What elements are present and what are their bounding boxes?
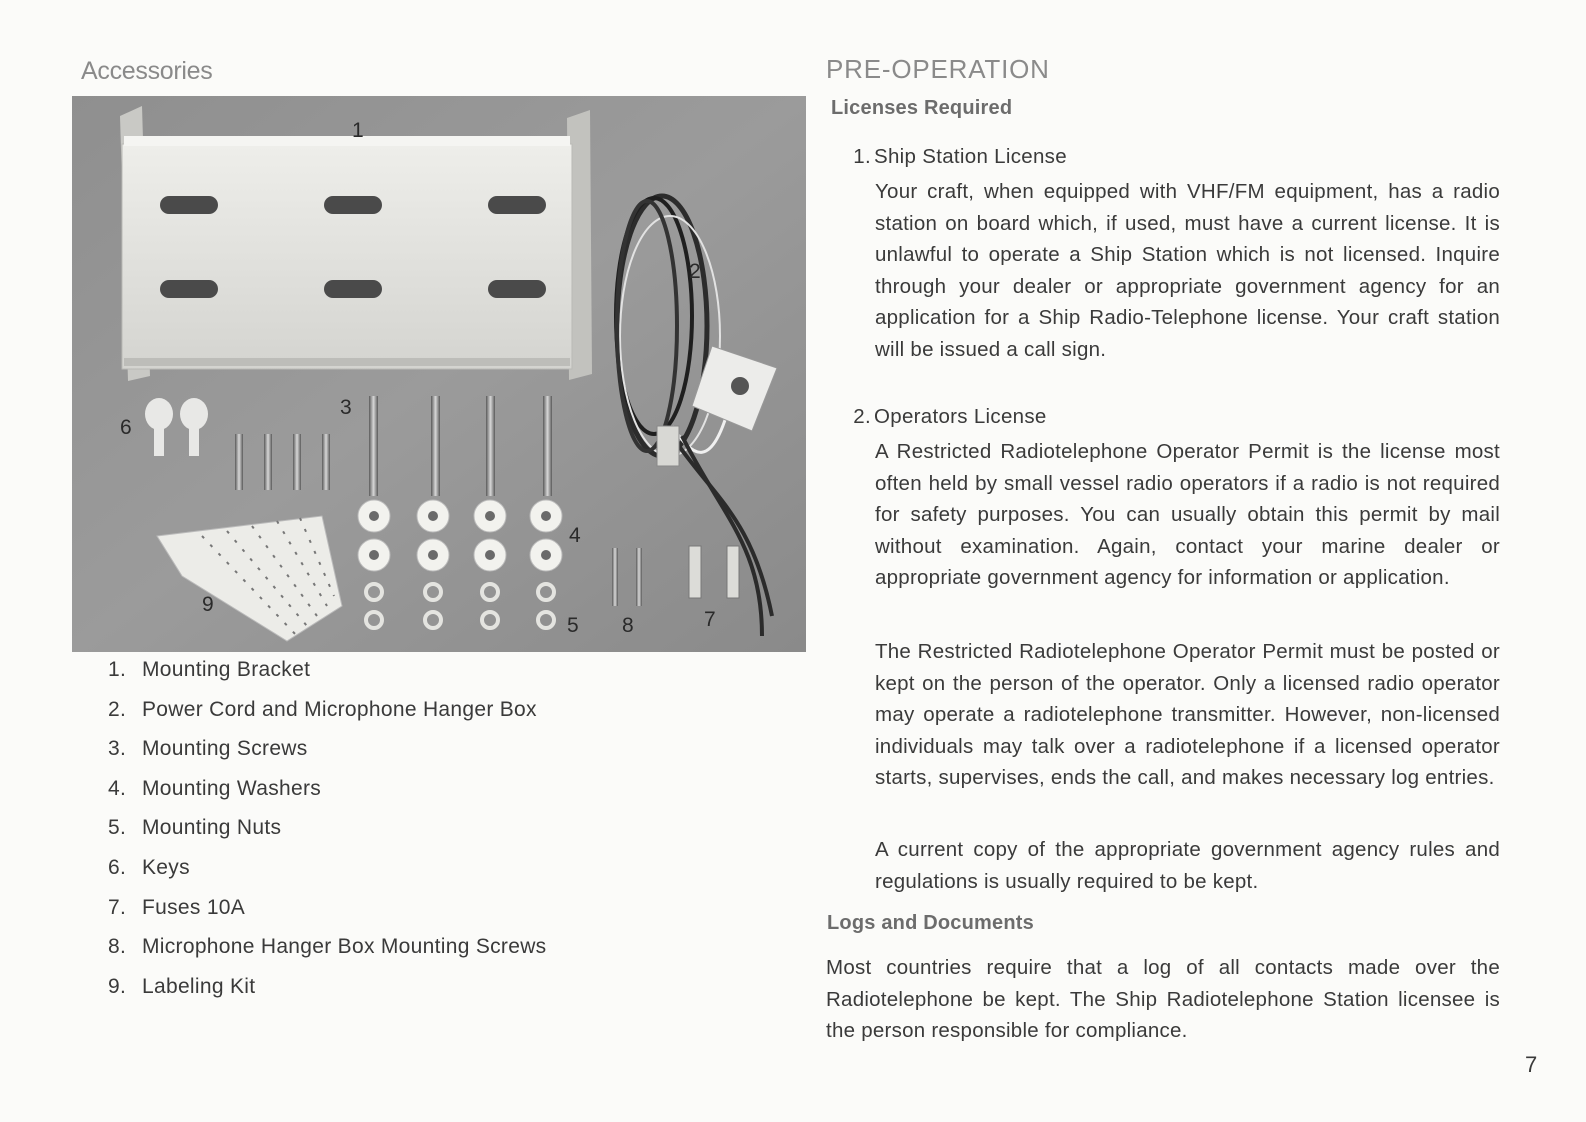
licenses-required-heading: Licenses Required [831,97,1013,119]
list-item-label: Power Cord and Microphone Hanger Box [142,697,537,721]
list-item-label: Keys [142,855,190,879]
photo-label-1: 1 [352,119,364,142]
photo-label-6: 6 [120,416,132,439]
list-item-number: 1. [108,658,127,681]
item-title: Ship Station License [874,145,1067,168]
list-item-label: Fuses 10A [142,895,246,919]
photo-label-4: 4 [569,524,581,547]
list-item [108,658,546,698]
list-item [108,935,546,975]
operators-license-item [826,405,1047,429]
ship-station-license-text: Your craft, when equipped with VHF/FM equipment, has a radio station on board which, if used, must have a current license. It is unlawful to operate a Ship Station which is not licensed. Inquire through your dealer or appropriate government agency for an application for a Ship Radio-Telephone license. Your craft station will be issued a call sign. [875,180,1500,361]
list-item [108,777,546,817]
ship-station-license-item [826,145,1067,169]
list-item [108,975,546,1015]
page-number: 7 [1525,1052,1538,1077]
list-item [108,896,546,936]
rules-copy-paragraph: A current copy of the appropriate government agency rules and regulations is usually required to be kept. [875,838,1500,893]
item-number: 1. [853,145,871,168]
accessories-photo [72,96,806,652]
list-item-number: 2. [108,697,127,721]
list-item-number: 6. [108,855,127,879]
list-item-number: 8. [108,935,127,959]
photo-label-2: 2 [689,260,701,283]
photo-label-7: 7 [704,608,716,631]
list-item-label: Mounting Bracket [142,658,311,681]
mounting-bracket-image [120,106,592,381]
photo-label-9: 9 [202,593,214,616]
logs-documents-heading: Logs and Documents [827,912,1034,934]
pre-operation-heading: PRE-OPERATION [826,54,1050,84]
photo-label-8: 8 [622,614,634,637]
photo-label-5: 5 [567,614,579,637]
list-item [108,816,546,856]
list-item-label: Mounting Screws [142,737,308,761]
list-item-number: 3. [108,737,127,761]
accessories-list [108,658,546,1014]
list-item [108,856,546,896]
operators-license-text: A Restricted Radiotelephone Operator Permit is the license most often held by small vessel radio operators if a radio is not required for safety purposes. You can usually obtain this permit by mail without examination. Again, contact your marine dealer or appropriate government agency for information or application. [875,440,1500,590]
list-item-label: Labeling Kit [142,974,256,998]
list-item-label: Mounting Washers [142,776,322,800]
list-item-number: 7. [108,895,127,919]
list-item-number: 5. [108,816,127,840]
item-title: Operators License [874,405,1047,428]
accessories-heading: Accessories [81,57,213,85]
list-item-label: Mounting Nuts [142,816,282,840]
item-number: 2. [853,405,871,428]
permit-posting-paragraph: The Restricted Radiotelephone Operator Permit must be posted or kept on the person of the operator. Only a licensed radio operator may operate a radiotelephone transmitter. However, non-licensed individuals may talk over a radiotelephone if a licensed operator starts, supervises, ends the call, and makes necessary log entries. [875,640,1500,790]
logs-documents-paragraph: Most countries require that a log of all contacts made over the Radiotelephone be kept. The Ship Radiotelephone Station licensee is the person responsible for compliance. [826,956,1500,1043]
list-item-number: 4. [108,776,127,800]
list-item-number: 9. [108,974,127,998]
photo-label-3: 3 [340,396,352,419]
list-item-label: Microphone Hanger Box Mounting Screws [142,935,547,959]
list-item [108,737,546,777]
list-item [108,698,546,738]
